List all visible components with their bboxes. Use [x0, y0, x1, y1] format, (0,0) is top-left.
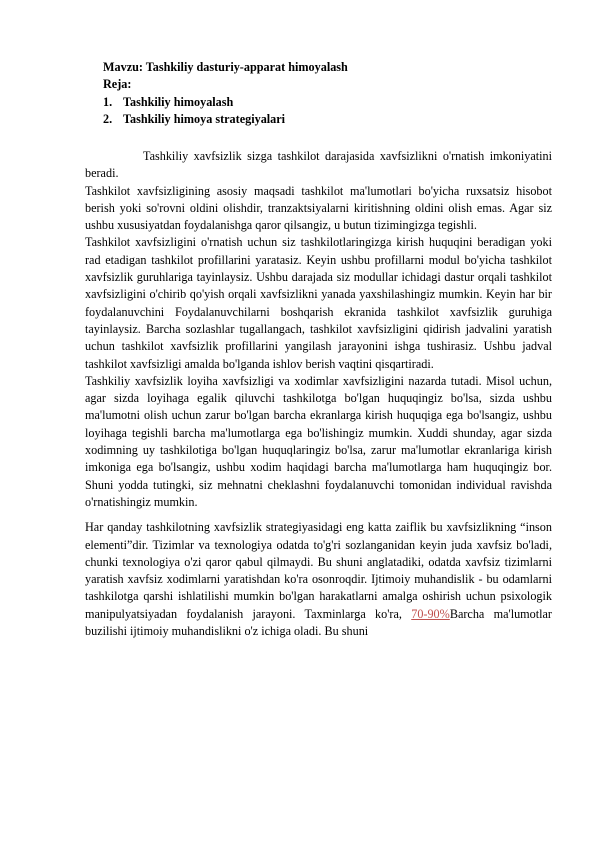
- paragraph-text: Har qanday tashkilotning xavfsizlik strategiyasidagi eng katta zaiflik bu xavfsizlikning “inson elementi”dir. Tizimlar va texnologiya odatda to'g'ri sozlanganidan keyin juda xavfsiz bo'ladi, chunki texnologiya o'zi qaror qabul qilmaydi. Bu shuni anglatadiki, odatda xavfsiz tizimlarni yaratish xavfsiz xodimlarni yaratishdan ko'ra osonroqdir. Ijtimoiy muhandislik - bu odamlarni tashkilotga qarshi ishlatilishi mumkin bo'lgan harakatlarni amalga oshirish uchun psixologik manipulyatsiyadan foydalanish jarayoni. Taxminlarga ko'ra,: [85, 520, 552, 621]
- document-body: [85, 148, 552, 640]
- percentage-link[interactable]: 70-90%: [411, 606, 450, 621]
- paragraph-project-security: Tashkiliy xavfsizlik loyiha xavfsizligi va xodimlar xavfsizligini nazarda tutadi. Misol uchun, agar sizda loyihaga egalik qiluvchi tashkilotga bo'lgan huquqingiz bo'lsa, sizda ushbu ma'lumotni olish uchun zarur bo'lgan barcha ekranlarga kirish huquqiga ega bo'lsangiz, ushbu loyihaga tegishli barcha ma'lumotlarga ega bo'lishingiz mumkin. Xuddi shunday, agar sizda xodimning uy tashkilotiga bo'lgan huquqlaringiz bo'lsa, zarur ma'lumotlar ekranlariga kirish imkoniga ega bo'lsangiz, ushbu xodim haqidagi barcha ma'lumotlarga ham huquqingiz bor. Shuni yodda tutingki, siz mehnatni cheklashni foydalanuvchi tomonidan individual ravishda o'rnatishingiz mumkin.: [85, 373, 552, 509]
- topic-label: Mavzu:: [103, 60, 143, 74]
- paragraph-intro: Tashkiliy xavfsizlik sizga tashkilot darajasida xavfsizlikni o'rnatish imkoniyatini beradi.: [85, 149, 552, 181]
- plan-label: Reja:: [103, 77, 132, 92]
- paragraph-human-element: [85, 519, 552, 640]
- topic-line: [103, 59, 543, 76]
- plan-item-2: [103, 111, 543, 128]
- plan-item-number: 1.: [103, 94, 113, 109]
- paragraph-text: Barcha ma'lumotlar buzilishi ijtimoiy muhandislikni o'z ichiga oladi. Bu shuni: [85, 606, 552, 639]
- topic-title: Tashkiliy dasturiy-apparat himoyalash: [142, 60, 348, 74]
- paragraph-setup: Tashkilot xavfsizligini o'rnatish uchun siz tashkilotlaringizga kirish huquqini beradigan yoki rad etadigan tashkilot profillarini yaratasiz. Keyin ushbu profillarni modul bo'yicha tashkilot xavfsizlik guruhlariga tayinlaysiz. Ushbu darajada siz modullar ichidagi dastur orqali tashkilot xavfsizligini o'chirib qo'yish orqali xavfsizlikni yanada yaxshilashingiz mumkin. Keyin har bir foydalanuvchini Foydalanuvchilarni boshqarish ekranida tashkilot xavfsizlik guruhiga tayinlaysiz. Barcha sozlashlar tugallangach, tashkilot xavfsizligini qidirish jadvalini yaratish uchun tashkilot xavfsizlik profillarini yangilash jarayonini ishga tushirasiz. Ushbu jadval tashkilot xavfsizligi amalda bo'lganda ishlov berish vaqtini qisqartiradi.: [85, 235, 552, 371]
- plan-item-text: Tashkiliy himoya strategiyalari: [123, 112, 286, 127]
- plan-item-number: 2.: [103, 112, 113, 127]
- plan-item-text: Tashkiliy himoyalash: [123, 94, 234, 109]
- plan-item-1: [103, 94, 543, 111]
- paragraph-purpose: Tashkilot xavfsizligining asosiy maqsadi tashkilot ma'lumotlari bo'yicha ruxsatsiz hisobot berish yoki so'rovni oldini olishdir, tranzaktsiyalarni kiritishning oldini olish emas. Agar siz ushbu xususiyatdan foydalanishga qaror qilsangiz, u butun tizimingizga tegishli.: [85, 183, 552, 233]
- document-header: [103, 59, 543, 129]
